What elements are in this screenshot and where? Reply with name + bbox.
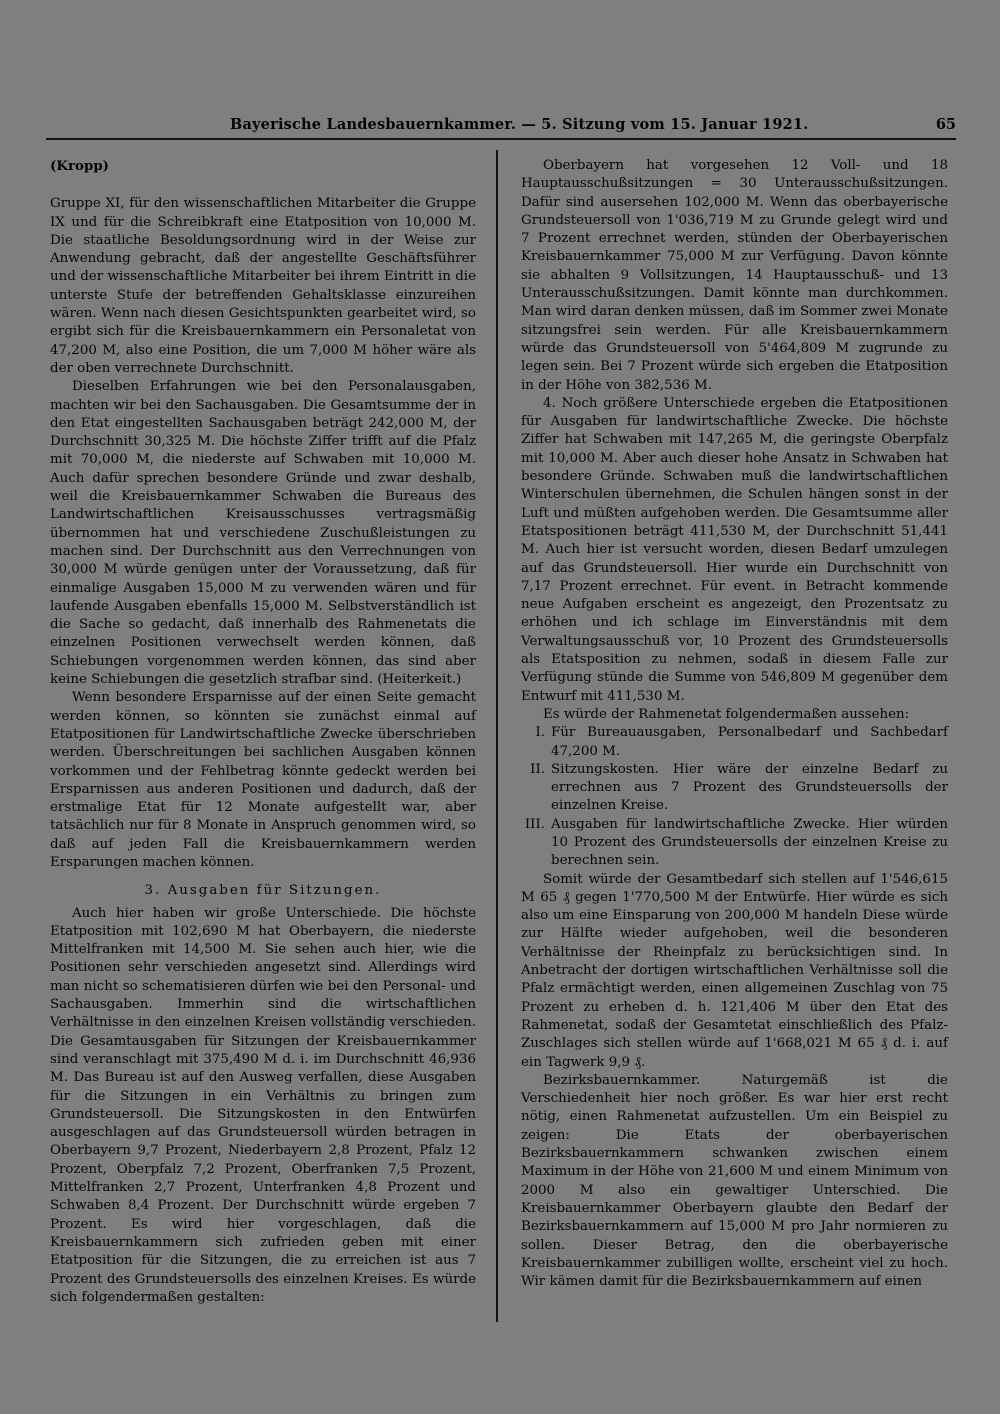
paragraph: Bezirksbauernkammer. Naturgemäß ist die Verschiedenheit hier noch größer. Es war hier erst recht nötig, einen Rahmenetat aufzustellen. Um ein Beispiel zu zeigen: Die Etats der oberbayerischen Bezirksbauernkammern schwanken zwischen einem Maximum in der Höhe von 21,600 M und einem Minimum von 2000 M also ein gewaltiger Unterschied. Die Kreisbauernkammer Oberbayern glaubte den Bedarf der Bezirksbauernkammern auf 15,000 M pro Jahr normieren zu sollen. Dieser Betrag, den die oberbayerische Kreisbauernkammer zubilligen wollte, erscheint viel zu hoch. Wir kämen damit für die Bezirksbauernkammern auf einen (521, 1072, 948, 1290)
list-item-number: III. (524, 816, 545, 832)
paragraph: Es würde der Rahmenetat folgendermaßen aussehen: (543, 706, 910, 722)
list-item (521, 761, 948, 816)
right-column (521, 157, 948, 1291)
list-item-text: Für Bureauausgaben, Personalbedarf und Sachbedarf 47,200 M. (551, 725, 948, 759)
list-item (521, 724, 948, 761)
list-item-number: I. (535, 725, 545, 741)
paragraph: Oberbayern hat vorgesehen 12 Voll- und 18 Hauptausschußsitzungen = 30 Unterausschußsitzungen. Dafür sind ausersehen 102,000 M. Wenn das oberbayerische Grundsteuersoll von 1'036,719 M zu Grunde gelegt wird und 7 Prozent errechnet werden, stünden der Oberbayerischen Kreisbauernkammer 75,000 M zur Verfügung. Davon könnte sie abhalten 9 Vollsitzungen, 14 Hauptausschuß- und 13 Unterausschußsitzungen. Damit könnte man durchkommen. Man wird daran denken müssen, daß im Sommer zwei Monate sitzungsfrei sein werden. Für alle Kreisbauernkammern würde das Grundsteuersoll von 5'464,809 M zugrunde zu legen sein. Bei 7 Prozent würde sich ergeben die Etatposition in der Höhe von 382,536 M. (521, 158, 948, 393)
paragraph: Auch hier haben wir große Unterschiede. Die höchste Etatposition mit 102,690 M hat Oberbayern, die niederste Mittelfranken mit 14,500 M. Sie sehen auch hier, wie die Positionen sehr verschieden angesetzt sind. Allerdings wird man nicht so schematisieren dürfen wie bei den Personal- und Sachausgaben. Immerhin sind die wirtschaftlichen Verhältnisse in den einzelnen Kreisen vollständig verschieden. Die Gesamtausgaben für Sitzungen der Kreisbauernkammer sind veranschlagt mit 375,490 M d. i. im Durchschnitt 46,936 M. Das Bureau ist auf den Ausweg verfallen, diese Ausgaben für die Sitzungen in ein Verhältnis zu bringen zum Grundsteuersoll. Die Sitzungskosten in den Entwürfen ausgeschlagen auf das Grundsteuersoll würden betragen in Oberbayern 9,7 Prozent, Niederbayern 2,8 Prozent, Pfalz 12 Prozent, Oberpfalz 7,2 Prozent, Oberfranken 7,5 Prozent, Mittelfranken 2,7 Prozent, Unterfranken 4,8 Prozent und Schwaben 8,4 Prozent. Der Durchschnitt würde ergeben 7 Prozent. Es wird hier vorgeschlagen, daß die Kreisbauernkammern sich zufrieden geben mit einer Etatposition für die Sitzungen, die zu erreichen ist aus 7 Prozent des Grundsteuersolls des einzelnen Kreises. Es würde sich folgendermaßen gestalten: (50, 905, 476, 1305)
budget-list (521, 724, 948, 870)
section-heading: 3. Ausgaben für Sitzungen. (144, 883, 382, 899)
column-divider (496, 150, 498, 1322)
page-header (46, 116, 956, 138)
list-item-text: Sitzungskosten. Hier wäre der einzelne Bedarf zu errechnen aus 7 Prozent des Grundsteuersolls der einzelnen Kreise. (551, 761, 948, 814)
speaker-label: (Kropp) (50, 158, 110, 174)
paragraph: 4. Noch größere Unterschiede ergeben die Etatpositionen für Ausgaben für landwirtschaftliche Zwecke. Die höchste Ziffer hat Schwaben mit 147,265 M, die geringste Oberpfalz mit 10,000 M. Aber auch dieser hohe Ansatz in Schwaben hat besondere Gründe. Schwaben muß die landwirtschaftlichen Winterschulen übernehmen, die Schulen hängen sonst in der Luft und müßten aufgehoben werden. Die Gesamtsumme aller Etatspositionen beträgt 411,530 M, der Durchschnitt 51,441 M. Auch hier ist versucht worden, diesen Bedarf umzulegen auf das Grundsteuersoll. Hier wurde ein Durchschnitt von 7,17 Prozent errechnet. Für event. in Betracht kommende neue Aufgaben erscheint es angezeigt, den Prozentsatz zu erhöhen und ich schlage im Einverständnis mit dem Verwaltungsausschuß vor, 10 Prozent des Grundsteuersolls als Etatsposition zu nehmen, sodaß in diesem Falle zur Verfügung stünde die Summe von 546,809 M gegenüber dem Entwurf mit 411,530 M. (521, 395, 948, 704)
paragraph: Somit würde der Gesamtbedarf sich stellen auf 1'546,615 M 65 ₰ gegen 1'770,500 M der Entwürfe. Hier würde es sich also um eine Einsparung von 200,000 M handeln Diese würde zur Hälfte wieder aufgehoben, weil die besonderen Verhältnisse der Rheinpfalz zu berücksichtigen sind. In Anbetracht der dortigen wirtschaftlichen Verhältnisse soll die Pfalz ermächtigt werden, einen allgemeinen Zuschlag von 75 Prozent zu erheben d. h. 121,406 M über den Etat des Rahmenetat, sodaß der Gesamtetat einschließlich des Pfalz-Zuschlages sich stellen würde auf 1'668,021 M 65 ₰ d. i. auf ein Tagwerk 9,9 ₰. (521, 871, 948, 1070)
list-item-text: Ausgaben für landwirtschaftliche Zwecke. Hier würden 10 Prozent des Grundsteuersolls der einzelnen Kreise zu berechnen sein. (551, 816, 948, 869)
page-number: 65 (935, 116, 956, 133)
left-column (50, 157, 476, 1307)
header-rule (46, 138, 956, 140)
list-item-number: II. (530, 761, 545, 777)
paragraph: Gruppe XI, für den wissenschaftlichen Mitarbeiter die Gruppe IX und für die Schreibkraft eine Etatposition von 10,000 M. Die staatliche Besoldungsordnung wird in der Weise zur Anwendung gebracht, daß der angestellte Geschäftsführer und der wissenschaftliche Mitarbeiter bei ihrem Eintritt in die unterste Stufe der betreffenden Gehaltsklasse einzureihen wären. Wenn nach diesen Gesichtspunkten gearbeitet wird, so ergibt sich für die Kreisbauernkammern ein Personaletat von 47,200 M, also eine Position, die um 7,000 M höher wäre als der oben verrechnete Durchschnitt. (50, 196, 476, 376)
paragraph: Dieselben Erfahrungen wie bei den Personalausgaben, machten wir bei den Sachausgaben. Die Gesamtsumme der in den Etat eingestellten Sachausgaben beträgt 242,000 M, der Durchschnitt 30,325 M. Die höchste Ziffer trifft auf die Pfalz mit 70,000 M, die niederste auf Schwaben mit 10,000 M. Auch dafür sprechen besondere Gründe und zwar deshalb, weil die Kreisbauernkammer Schwaben die Bureaus des Landwirtschaftlichen Kreisausschusses vertragsmäßig übernommen hat und verschiedene Zuschußleistungen zu machen sind. Der Durchschnitt aus den Verrechnungen von 30,000 M würde genügen unter der Voraussetzung, daß für einmalige Ausgaben 15,000 M zu verwenden wären und für laufende Ausgaben ebenfalls 15,000 M. Selbstverständlich ist die Sache so gedacht, daß innerhalb des Rahmenetats die einzelnen Positionen verwechselt werden können, daß Schiebungen vorgenommen werden können, das sind aber keine Schiebungen die gesetzlich strafbar sind. (Heiterkeit.) (50, 379, 476, 688)
list-item (521, 816, 948, 871)
paragraph: Wenn besondere Ersparnisse auf der einen Seite gemacht werden können, so könnten sie zunächst einmal auf Etatpositionen für Landwirtschaftliche Zwecke überschrieben werden. Überschreitungen bei sachlichen Ausgaben können vorkommen und der Fehlbetrag könnte gedeckt werden bei Ersparnissen aus anderen Positionen und dadurch, daß der erstmalige Etat für 12 Monate aufgestellt war, aber tatsächlich nur für 8 Monate in Anspruch genommen wird, so daß auf jeden Fall die Kreisbauernkammern werden Ersparungen machen können. (50, 690, 476, 870)
running-title: Bayerische Landesbauernkammer. — 5. Sitzung vom 15. Januar 1921. (230, 116, 809, 133)
